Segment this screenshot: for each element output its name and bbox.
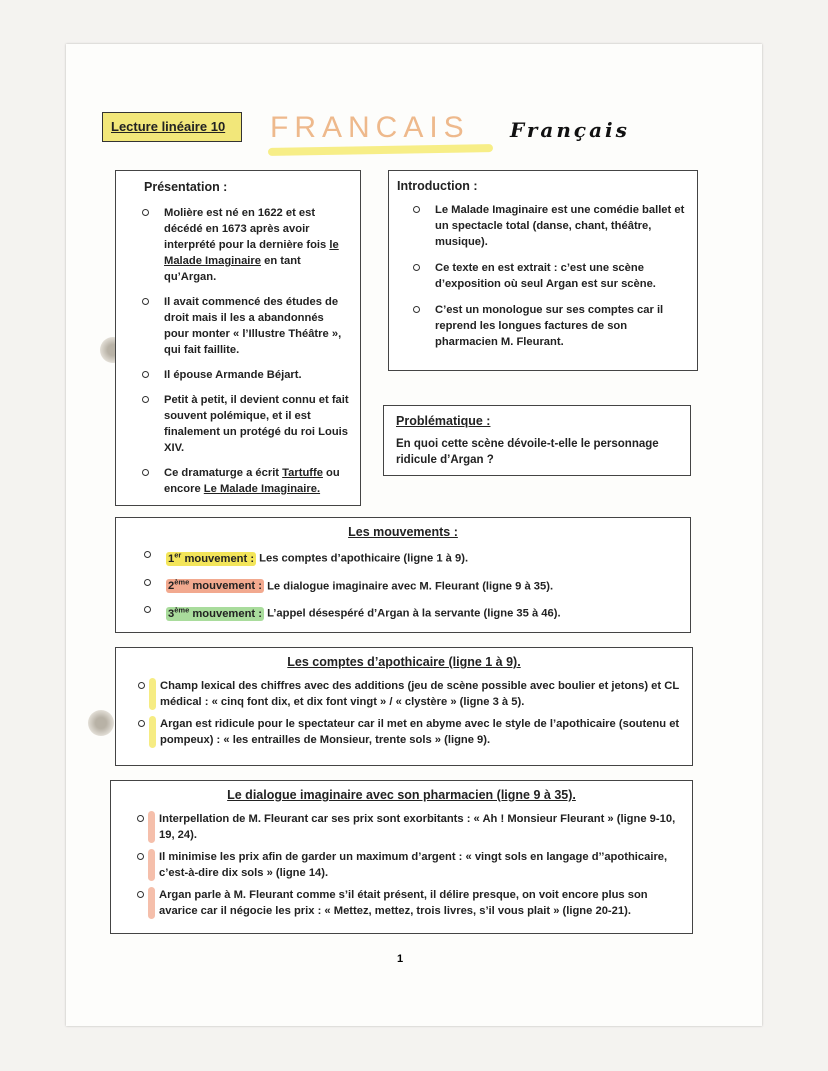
movement-label bbox=[166, 607, 264, 621]
movement-number: 2 bbox=[168, 580, 175, 593]
list-item bbox=[164, 367, 350, 383]
movement-item bbox=[166, 575, 680, 595]
lecture-label: Lecture linéaire 10 bbox=[102, 112, 242, 142]
bullet-icon bbox=[413, 264, 420, 271]
bullet-icon bbox=[144, 551, 151, 558]
movement-label bbox=[166, 579, 264, 593]
introduction-title: Introduction : bbox=[397, 179, 478, 193]
mouvements-box bbox=[115, 517, 691, 633]
bullet-icon bbox=[137, 891, 144, 898]
list-item bbox=[435, 202, 687, 250]
bullet-icon bbox=[138, 720, 145, 727]
item-text: Interpellation de M. Fleurant car ses prix sont exorbitants : « Ah ! Monsieur Fleurant » (ligne 9-10, 19, 24). bbox=[159, 813, 676, 841]
bullet-icon bbox=[413, 306, 420, 313]
list-item bbox=[159, 887, 682, 919]
list-item bbox=[159, 811, 682, 843]
highlighter-mark bbox=[149, 716, 156, 748]
item-text: Petit à petit, il devient connu et fait souvent polémique, et il est finalement un protégé du roi Louis XIV. bbox=[164, 394, 349, 454]
movement-text: Le dialogue imaginaire avec M. Fleurant (ligne 9 à 35). bbox=[267, 580, 554, 593]
item-text: Ce dramaturge a écrit bbox=[164, 467, 283, 479]
item-text: en tant qu’Argan. bbox=[164, 255, 301, 283]
comptes-box bbox=[115, 647, 693, 766]
highlighter-mark bbox=[149, 678, 156, 710]
problematique-title: Problématique : bbox=[396, 414, 491, 428]
movement-text: Les comptes d’apothicaire (ligne 1 à 9). bbox=[259, 552, 469, 565]
movement-item bbox=[166, 602, 680, 622]
punch-hole bbox=[88, 710, 114, 736]
item-text: C’est un monologue sur ses comptes car il reprend les longues factures de son pharmacien M. Fleurant. bbox=[435, 304, 664, 348]
movement-word: mouvement : bbox=[192, 608, 262, 621]
list-item bbox=[164, 294, 350, 358]
list-item bbox=[164, 392, 350, 456]
movement-ordinal: er bbox=[174, 550, 182, 559]
subject-script-title: Français bbox=[510, 118, 630, 142]
bullet-icon bbox=[142, 396, 149, 403]
list-item bbox=[164, 205, 350, 285]
presentation-list bbox=[164, 205, 350, 497]
highlighter-mark bbox=[148, 887, 155, 919]
list-item bbox=[164, 465, 350, 497]
list-item bbox=[159, 849, 682, 881]
item-text: Il épouse Armande Béjart. bbox=[164, 369, 302, 381]
item-text: le Malade Imaginaire bbox=[164, 239, 339, 267]
page-number: 1 bbox=[397, 953, 404, 965]
list-item bbox=[435, 302, 687, 350]
item-text: Tartuffe bbox=[282, 467, 323, 479]
mouvements-title: Les mouvements : bbox=[348, 525, 458, 539]
item-text: ou encore bbox=[164, 467, 340, 495]
movement-label bbox=[166, 552, 256, 566]
bullet-icon bbox=[142, 371, 149, 378]
item-text: Champ lexical des chiffres avec des additions (jeu de scène possible avec boulier et jetons) et CL médical : « cinq font dix, et dix font vingt » / « clystère » (ligne 3 à 5). bbox=[160, 680, 679, 708]
item-text: Il avait commencé des études de droit mais il les a abandonnés pour monter « l’Illustre Théâtre », qui fait faillite. bbox=[164, 296, 342, 356]
problematique-box bbox=[383, 405, 691, 476]
movement-number: 1 bbox=[168, 552, 175, 565]
dialogue-box bbox=[110, 780, 693, 934]
item-text: Le Malade Imaginaire. bbox=[203, 483, 321, 495]
list-item bbox=[435, 260, 687, 292]
movement-text: L’appel désespéré d’Argan à la servante (ligne 35 à 46). bbox=[267, 608, 561, 621]
list-item bbox=[160, 678, 682, 710]
movement-item bbox=[166, 547, 680, 567]
item-text: Le Malade Imaginaire est une comédie ballet et un spectacle total (danse, chant, théâtre, musique). bbox=[435, 204, 685, 248]
bullet-icon bbox=[142, 298, 149, 305]
bullet-icon bbox=[137, 853, 144, 860]
item-text: Molière est né en 1622 et est décédé en 1673 après avoir interprété pour la dernière fois bbox=[164, 207, 330, 251]
item-text: Ce texte en est extrait : c’est une scène d’exposition où seul Argan est sur scène. bbox=[435, 262, 656, 290]
movement-ordinal: ème bbox=[174, 577, 190, 587]
mouvements-list bbox=[166, 547, 680, 622]
comptes-list bbox=[160, 678, 682, 748]
dialogue-title: Le dialogue imaginaire avec son pharmacien (ligne 9 à 35). bbox=[227, 788, 576, 802]
introduction-box bbox=[388, 170, 698, 371]
problematique-text: En quoi cette scène dévoile-t-elle le personnage ridicule d’Argan ? bbox=[396, 438, 659, 466]
item-text: Il minimise les prix afin de garder un maximum d’argent : « vingt sols en langage d’’apothicaire, c’est-à-dire dix sols » (ligne 14). bbox=[159, 851, 668, 879]
item-text: Argan est ridicule pour le spectateur car il met en abyme avec le style de l’apothicaire (soutenu et pompeux) : « les entrailles de Monsieur, trente sols » (ligne 9). bbox=[160, 718, 680, 746]
bullet-icon bbox=[413, 206, 420, 213]
presentation-box bbox=[115, 170, 361, 506]
subject-title: FRANCAIS bbox=[270, 111, 470, 144]
bullet-icon bbox=[142, 469, 149, 476]
bullet-icon bbox=[137, 815, 144, 822]
bullet-icon bbox=[144, 606, 151, 613]
movement-word: mouvement : bbox=[184, 552, 255, 565]
bullet-icon bbox=[142, 209, 149, 216]
highlighter-mark bbox=[148, 849, 155, 881]
bullet-icon bbox=[138, 682, 145, 689]
list-item bbox=[160, 716, 682, 748]
bullet-icon bbox=[144, 579, 151, 586]
dialogue-list bbox=[159, 811, 682, 919]
highlighter-mark bbox=[148, 811, 155, 843]
movement-word: mouvement : bbox=[192, 580, 262, 593]
comptes-title: Les comptes d’apothicaire (ligne 1 à 9). bbox=[287, 655, 521, 669]
presentation-title: Présentation : bbox=[144, 180, 228, 194]
introduction-list bbox=[435, 202, 687, 350]
movement-number: 3 bbox=[168, 608, 175, 621]
movement-ordinal: ème bbox=[174, 605, 190, 615]
item-text: Argan parle à M. Fleurant comme s’il était présent, il délire presque, on voit encore plus son avarice car il négocie les prix : « Mettez, mettez, trois livres, s’il vous plait » (ligne 20-21). bbox=[159, 889, 648, 917]
